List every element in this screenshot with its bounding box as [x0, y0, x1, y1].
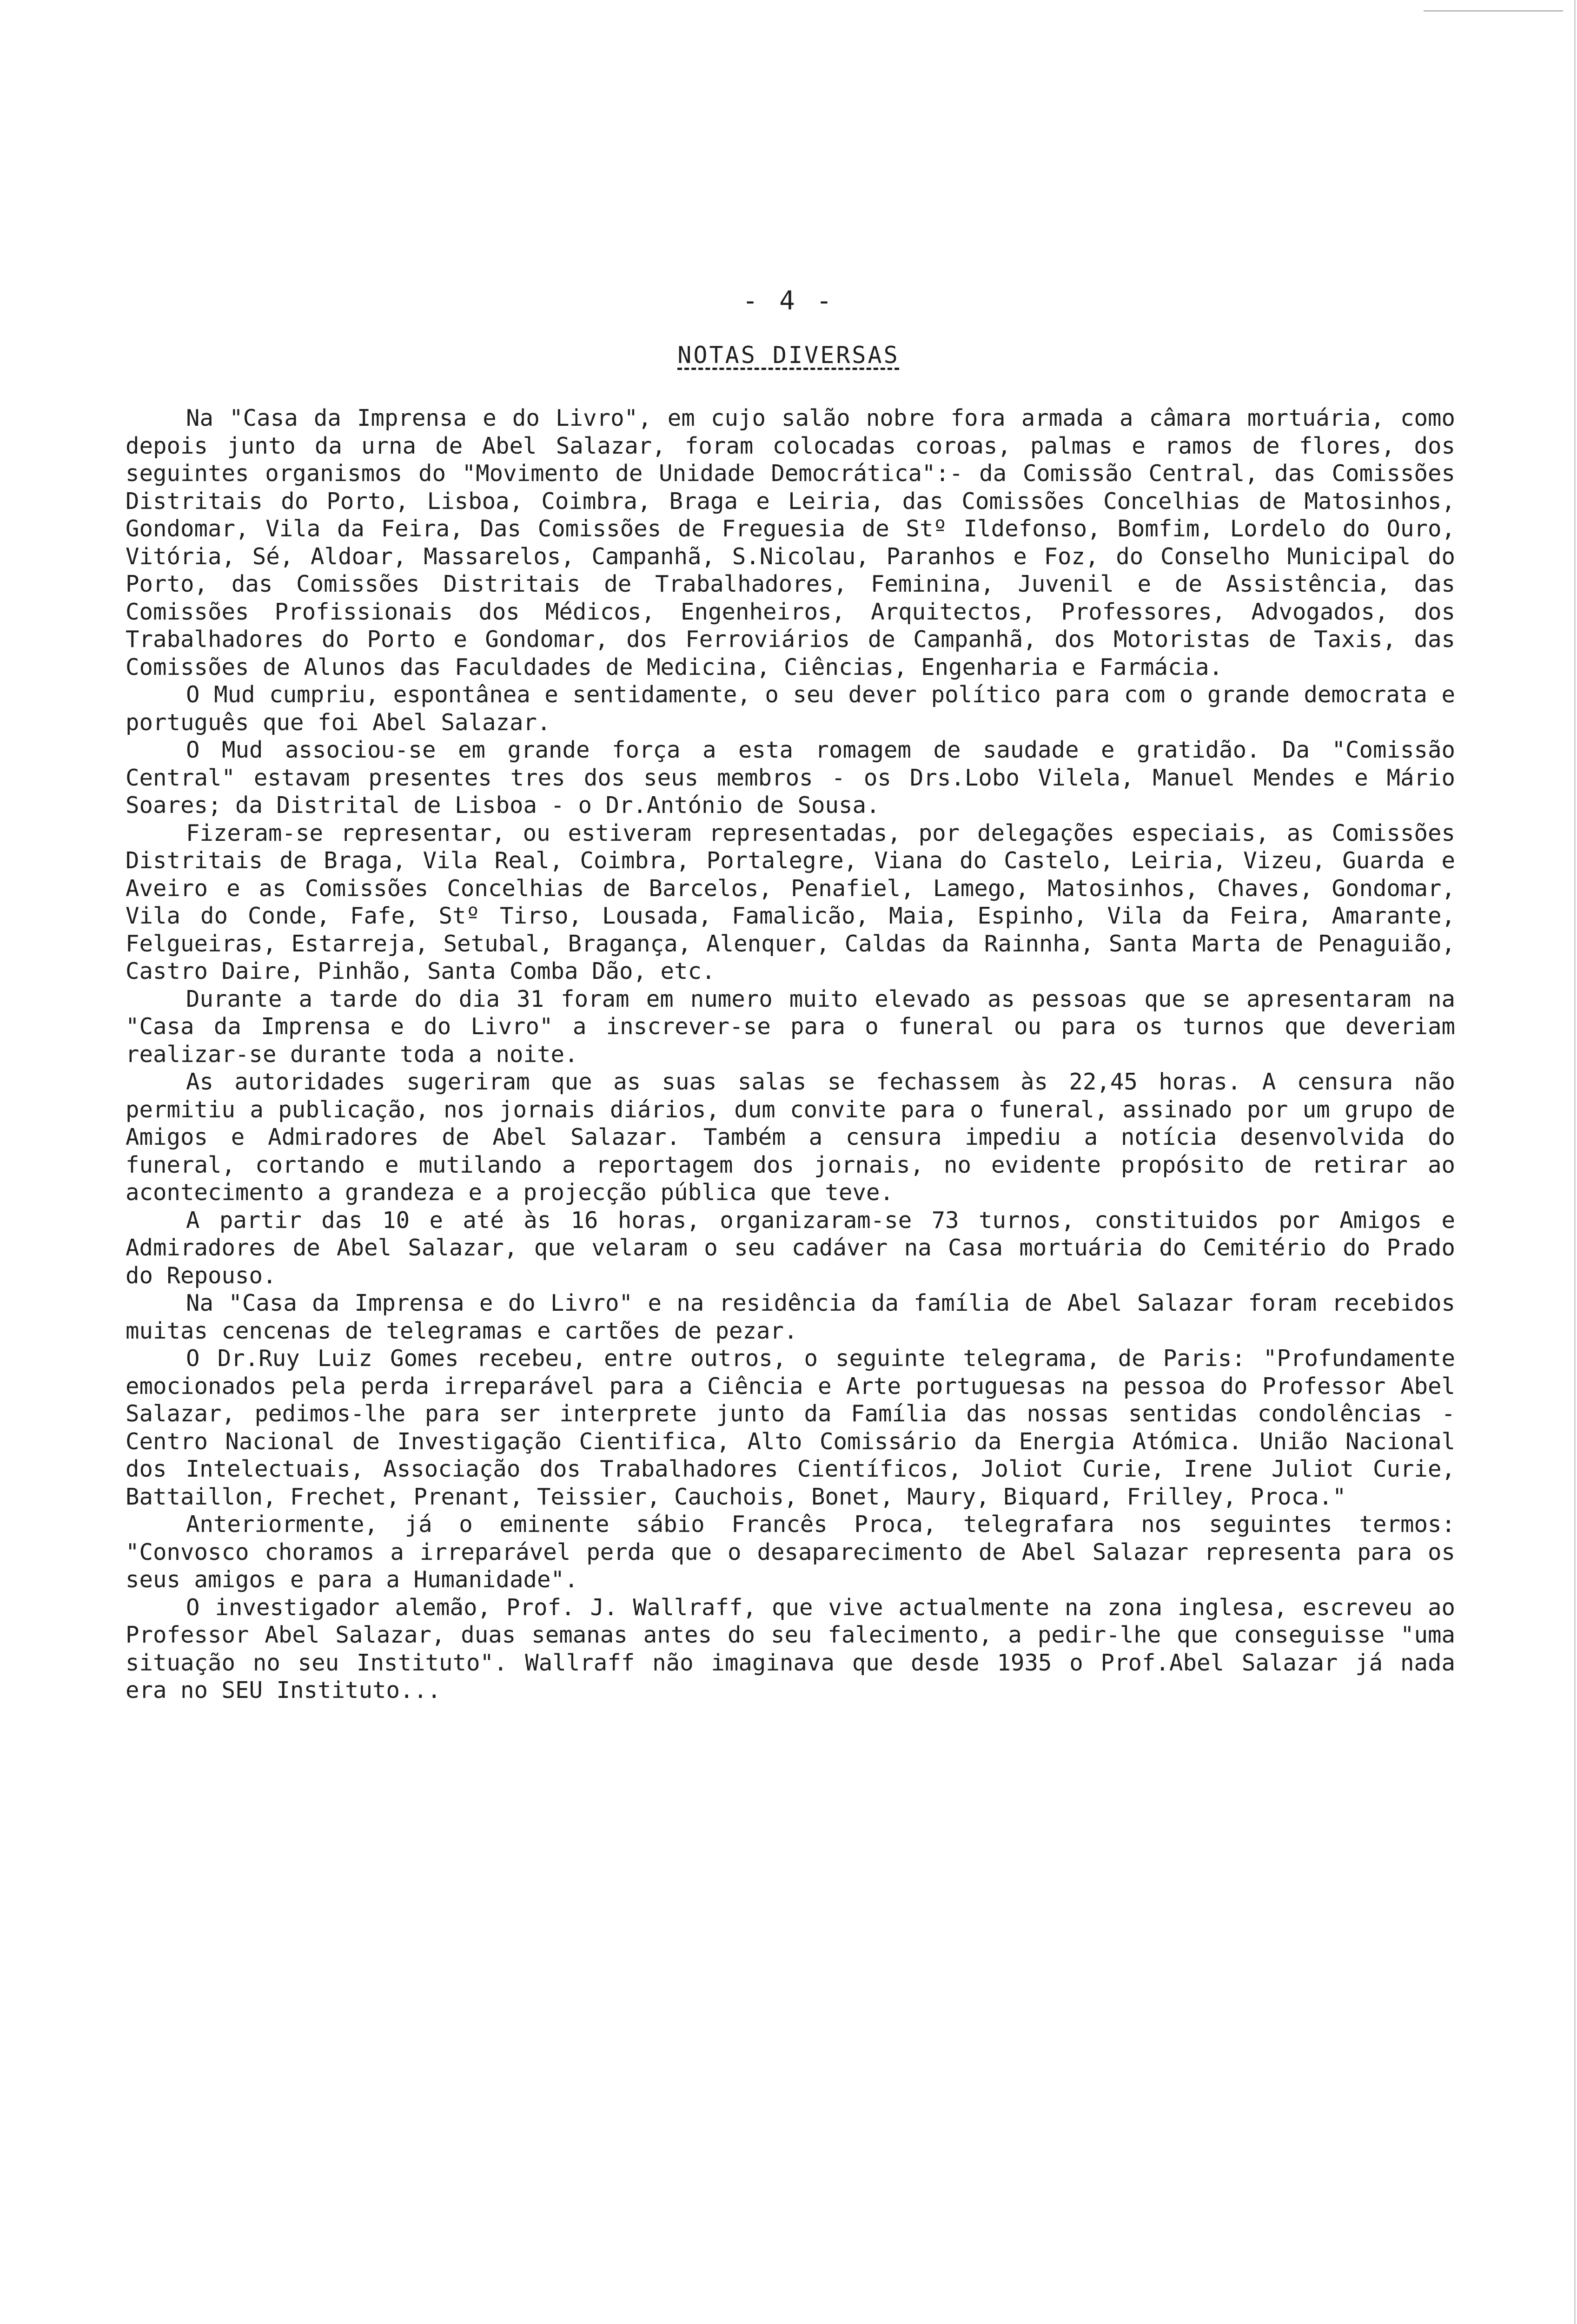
- paragraph: Durante a tarde do dia 31 foram em numero muito elevado as pessoas que se apresentaram na "Casa da Imprensa e do Livro" a inscrever-se para o funeral ou para os turnos que deveriam realizar-se durante toda a noite.: [126, 985, 1455, 1068]
- paragraph: Na "Casa da Imprensa e do Livro", em cujo salão nobre fora armada a câmara mortuária, como depois junto da urna de Abel Salazar, foram colocadas coroas, palmas e ramos de flores, dos seguintes organismos do "Movimento de Unidade Democrática":- da Comissão Central, das Comissões Distritais do Porto, Lisboa, Coimbra, Braga e Leiria, das Comissões Concelhias de Matosinhos, Gondomar, Vila da Feira, Das Comissões de Freguesia de Stº Ildefonso, Bomfim, Lordelo do Ouro, Vitória, Sé, Aldoar, Massarelos, Campanhã, S.Nicolau, Paranhos e Foz, do Conselho Municipal do Porto, das Comissões Distritais de Trabalhadores, Feminina, Juvenil e de Assistência, das Comissões Profissionais dos Médicos, Engenheiros, Arquitectos, Professores, Advogados, dos Trabalhadores do Porto e Gondomar, dos Ferroviários de Campanhã, dos Motoristas de Taxis, das Comissões de Alunos das Faculdades de Medicina, Ciências, Engenharia e Farmácia.: [126, 405, 1455, 680]
- paragraph: O Mud cumpriu, espontânea e sentidamente, o seu dever político para com o grande democrata e português que foi Abel Salazar.: [126, 681, 1455, 736]
- paragraph: O Dr.Ruy Luiz Gomes recebeu, entre outros, o seguinte telegrama, de Paris: "Profundamente emocionados pela perda irreparável para a Ciência e Arte portuguesas na pessoa do Professor Abel Salazar, pedimos-lhe para ser interprete junto da Família das nossas sentidas condolências - Centro Nacional de Investigação Cientifica, Alto Comissário da Energia Atómica. União Nacional dos Intelectuais, Associação dos Trabalhadores Científicos, Joliot Curie, Irene Juliot Curie, Battaillon, Frechet, Prenant, Teissier, Cauchois, Bonet, Maury, Biquard, Frilley, Proca.": [126, 1345, 1455, 1510]
- scan-edge-line: [1424, 10, 1563, 12]
- paragraph: O Mud associou-se em grande força a esta romagem de saudade e gratidão. Da "Comissão Central" estavam presentes tres dos seus membros - os Drs.Lobo Vilela, Manuel Mendes e Mário Soares; da Distrital de Lisboa - o Dr.António de Sousa.: [126, 737, 1455, 819]
- paragraph: Na "Casa da Imprensa e do Livro" e na residência da família de Abel Salazar foram recebidos muitas cencenas de telegramas e cartões de pezar.: [126, 1290, 1455, 1344]
- section-heading: [0, 342, 1577, 369]
- paragraph: Fizeram-se representar, ou estiveram representadas, por delegações especiais, as Comissões Distritais de Braga, Vila Real, Coimbra, Portalegre, Viana do Castelo, Leiria, Vizeu, Guarda e Aveiro e as Comissões Concelhias de Barcelos, Penafiel, Lamego, Matosinhos, Chaves, Gondomar, Vila do Conde, Fafe, Stº Tirso, Lousada, Famalicão, Maia, Espinho, Vila da Feira, Amarante, Felgueiras, Estarreja, Setubal, Bragança, Alenquer, Caldas da Rainnha, Santa Marta de Penaguião, Castro Daire, Pinhão, Santa Comba Dão, etc.: [126, 819, 1455, 984]
- paragraph: Anteriormente, já o eminente sábio Francês Proca, telegrafara nos seguintes termos: "Convosco choramos a irreparável perda que o desaparecimento de Abel Salazar representa para os seus amigos e para a Humanidade".: [126, 1511, 1455, 1593]
- section-heading-text: NOTAS DIVERSAS: [677, 342, 900, 369]
- paragraph: O investigador alemão, Prof. J. Wallraff, que vive actualmente na zona inglesa, escreveu ao Professor Abel Salazar, duas semanas antes do seu falecimento, a pedir-lhe que conseguisse "uma situação no seu Instituto". Wallraff não imaginava que desde 1935 o Prof.Abel Salazar já nada era no SEU Instituto...: [126, 1594, 1455, 1703]
- body-text: [126, 404, 1455, 1704]
- paragraph: As autoridades sugeriram que as suas salas se fechassem às 22,45 horas. A censura não permitiu a publicação, nos jornais diários, dum convite para o funeral, assinado por um grupo de Amigos e Admiradores de Abel Salazar. Também a censura impediu a notícia desenvolvida do funeral, cortando e mutilando a reportagem dos jornais, no evidente propósito de retirar ao acontecimento a grandeza e a projecção pública que teve.: [126, 1069, 1455, 1206]
- page-number: - 4 -: [742, 286, 835, 316]
- paragraph: A partir das 10 e até às 16 horas, organizaram-se 73 turnos, constituidos por Amigos e Admiradores de Abel Salazar, que velaram o seu cadáver na Casa mortuária do Cemitério do Prado do Repouso.: [126, 1207, 1455, 1289]
